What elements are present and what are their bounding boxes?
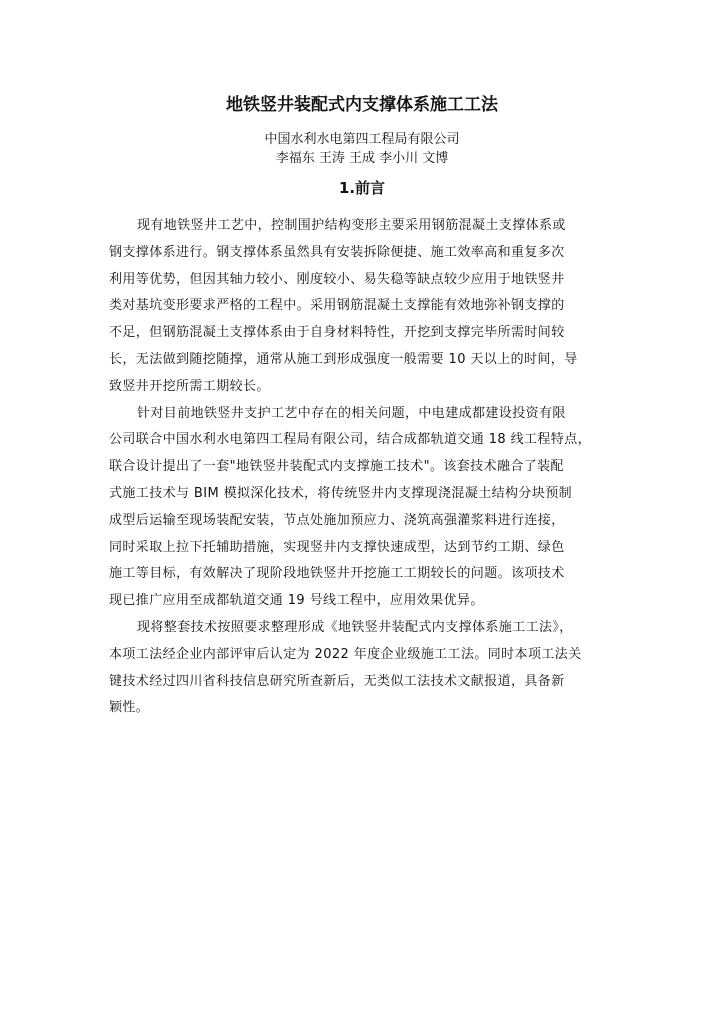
- paragraph-line: 式施工技术与 BIM 模拟深化技术，将传统竖井内支撑现浇混凝土结构分块预制: [109, 485, 573, 501]
- paragraph-line: 现有地铁竖井工艺中，控制围护结构变形主要采用钢筋混凝土支撑体系或: [137, 218, 566, 233]
- document-title: 地铁竖井装配式内支撑体系施工工法: [226, 95, 498, 115]
- paragraph-line: 致竖井开挖所需工期较长。: [109, 378, 270, 394]
- paragraph-line: 钢支撑体系进行。钢支撑体系虽然具有安装拆除便捷、施工效率高和重复多次: [109, 244, 565, 260]
- paragraph-line: 针对目前地铁竖井支护工艺中存在的相关问题，中电建成都建设投资有限: [137, 405, 566, 421]
- paragraph-line: 公司联合中国水利水电第四工程局有限公司，结合成都轨道交通 18 线工程特点，: [109, 432, 592, 448]
- paragraph-line: 键技术经过四川省科技信息研究所查新后，无类似工法技术文献报道，具备新: [109, 673, 565, 689]
- paragraph-line: 本项工法经企业内部评审后认定为 2022 年度企业级施工工法。同时本项工法关: [109, 646, 582, 662]
- paragraph-3: [109, 615, 629, 722]
- paragraph-line: 颖性。: [109, 700, 150, 716]
- paragraph-line: 长，无法做到随挖随撑，通常从施工到形成强度一般需要 10 天以上的时间，导: [109, 351, 578, 367]
- paragraph-line: 同时采取上拉下托辅助措施，实现竖井内支撑快速成型，达到节约工期、绿色: [109, 539, 565, 555]
- paragraph-2: [109, 401, 629, 615]
- paragraph-line: 现将整套技术按照要求整理形成《地铁竖井装配式内支撑体系施工工法》，: [137, 619, 573, 635]
- paragraph-line: 不足，但钢筋混凝土支撑体系由于自身材料特性，开挖到支撑完毕所需时间较: [109, 325, 565, 341]
- paragraph-line: 施工等目标，有效解决了现阶段地铁竖井开挖施工工期较长的问题。该项技术: [109, 566, 565, 582]
- paragraph-line: 成型后运输至现场装配安装，节点处施加预应力、浇筑高强灌浆料进行连接，: [109, 512, 565, 528]
- body-text: [109, 213, 629, 722]
- paragraph-1: [109, 213, 629, 401]
- paragraph-line: 现已推广应用至成都轨道交通 19 号线工程中，应用效果优异。: [109, 593, 484, 609]
- paragraph-line: 类对基坑变形要求严格的工程中。采用钢筋混凝土支撑能有效地弥补钢支撑的: [109, 298, 565, 314]
- section-heading: 1.前言: [338, 179, 386, 197]
- author-names: 李福东 王涛 王成 李小川 文博: [275, 151, 449, 166]
- paragraph-line: 联合设计提出了一套"地铁竖井装配式内支撑施工技术"。该套技术融合了装配: [109, 459, 564, 475]
- author-company: 中国水利水电第四工程局有限公司: [264, 132, 460, 147]
- paragraph-line: 利用等优势，但因其轴力较小、刚度较小、易失稳等缺点较少应用于地铁竖井: [109, 271, 565, 287]
